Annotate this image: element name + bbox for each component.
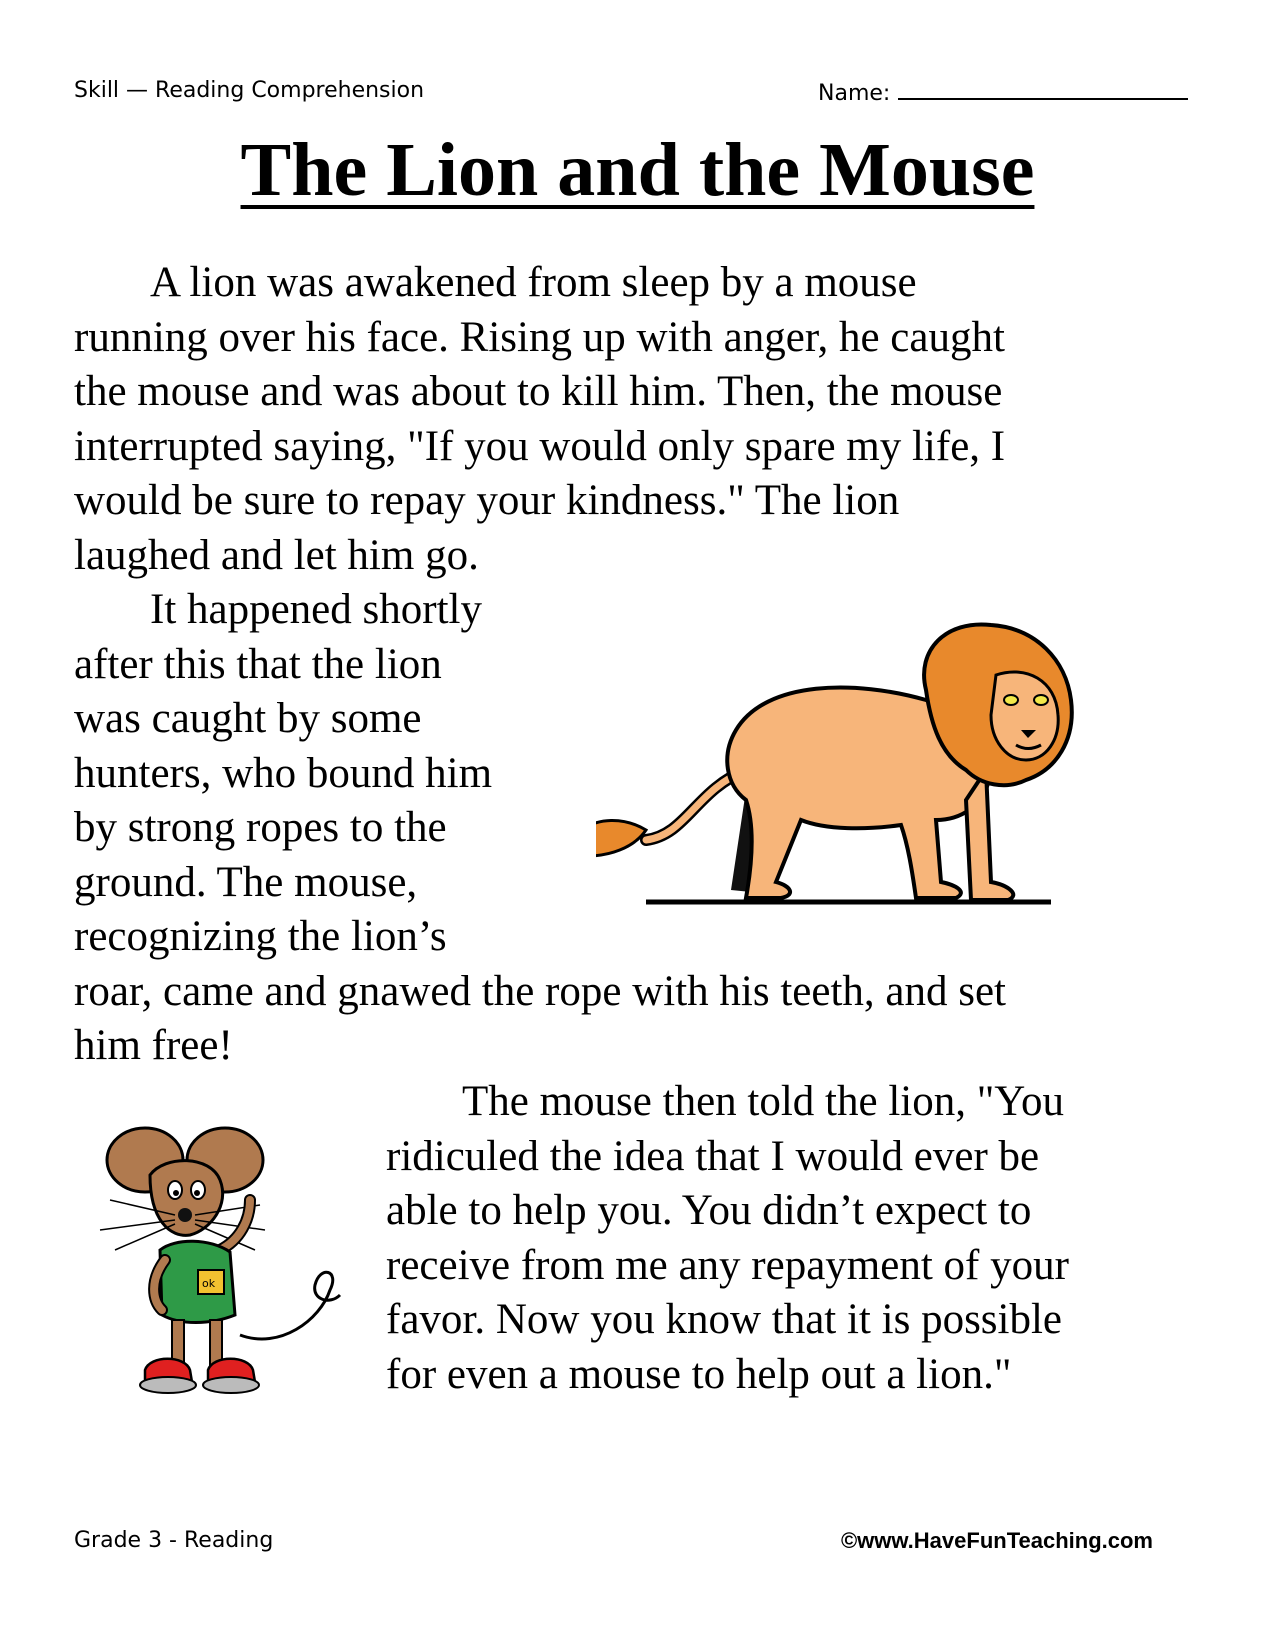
story-line: favor. Now you know that it is possible <box>386 1296 1063 1343</box>
story-line: was caught by some <box>74 695 422 742</box>
story-line: ridiculed the idea that I would ever be <box>386 1132 1040 1180</box>
paragraph-1 <box>74 256 1194 583</box>
story-line: the mouse and was about to kill him. Then, the mouse <box>74 368 1003 415</box>
story-line: able to help you. You didn’t expect to <box>386 1187 1032 1234</box>
story-line: roar, came and gnawed the rope with his teeth, and set <box>74 967 1006 1015</box>
story-line: ground. The mouse, <box>74 858 418 906</box>
lion-tail-tuft <box>596 820 646 855</box>
name-blank-line[interactable] <box>898 78 1188 100</box>
story-line: interrupted saying, "If you would only spare my life, I <box>74 422 1006 470</box>
story-line: It happened shortly <box>150 586 482 633</box>
story-line: would be sure to repay your kindness." The lion <box>74 477 900 524</box>
shirt-text: ok <box>202 1277 216 1290</box>
copyright-link[interactable]: ©www.HaveFunTeaching.com <box>840 1528 1153 1553</box>
name-label: Name: <box>818 81 891 106</box>
mouse-tail <box>240 1272 340 1339</box>
story-line: running over his face. Rising up with anger, he caught <box>74 313 1005 361</box>
mouse-illustration <box>90 1120 360 1420</box>
mouse-nose <box>178 1208 192 1222</box>
story-line: A lion was awakened from sleep by a mouse <box>150 259 917 306</box>
mouse-head <box>150 1161 223 1236</box>
name-field[interactable] <box>818 78 1188 106</box>
story-line: receive from me any repayment of your <box>386 1241 1069 1289</box>
grade-label: Grade 3 - Reading <box>74 1528 274 1553</box>
story-line: after this that the lion <box>74 640 442 688</box>
lion-illustration <box>596 620 1096 950</box>
story-line: hunters, who bound him <box>74 749 493 797</box>
paragraph-3 <box>386 1075 1206 1402</box>
story-line: him free! <box>74 1022 233 1069</box>
skill-label: Skill — Reading Comprehension <box>74 78 425 103</box>
story-line: recognizing the lion’s <box>74 913 447 960</box>
story-line: The mouse then told the lion, "You <box>462 1078 1065 1125</box>
story-line: for even a mouse to help out a lion." <box>386 1350 1012 1398</box>
lion-eye <box>1004 695 1018 705</box>
page-title: The Lion and the Mouse <box>240 128 1035 212</box>
story-line: laughed and let him go. <box>74 531 479 579</box>
lion-eye <box>1034 695 1048 705</box>
story-line: by strong ropes to the <box>74 804 447 851</box>
